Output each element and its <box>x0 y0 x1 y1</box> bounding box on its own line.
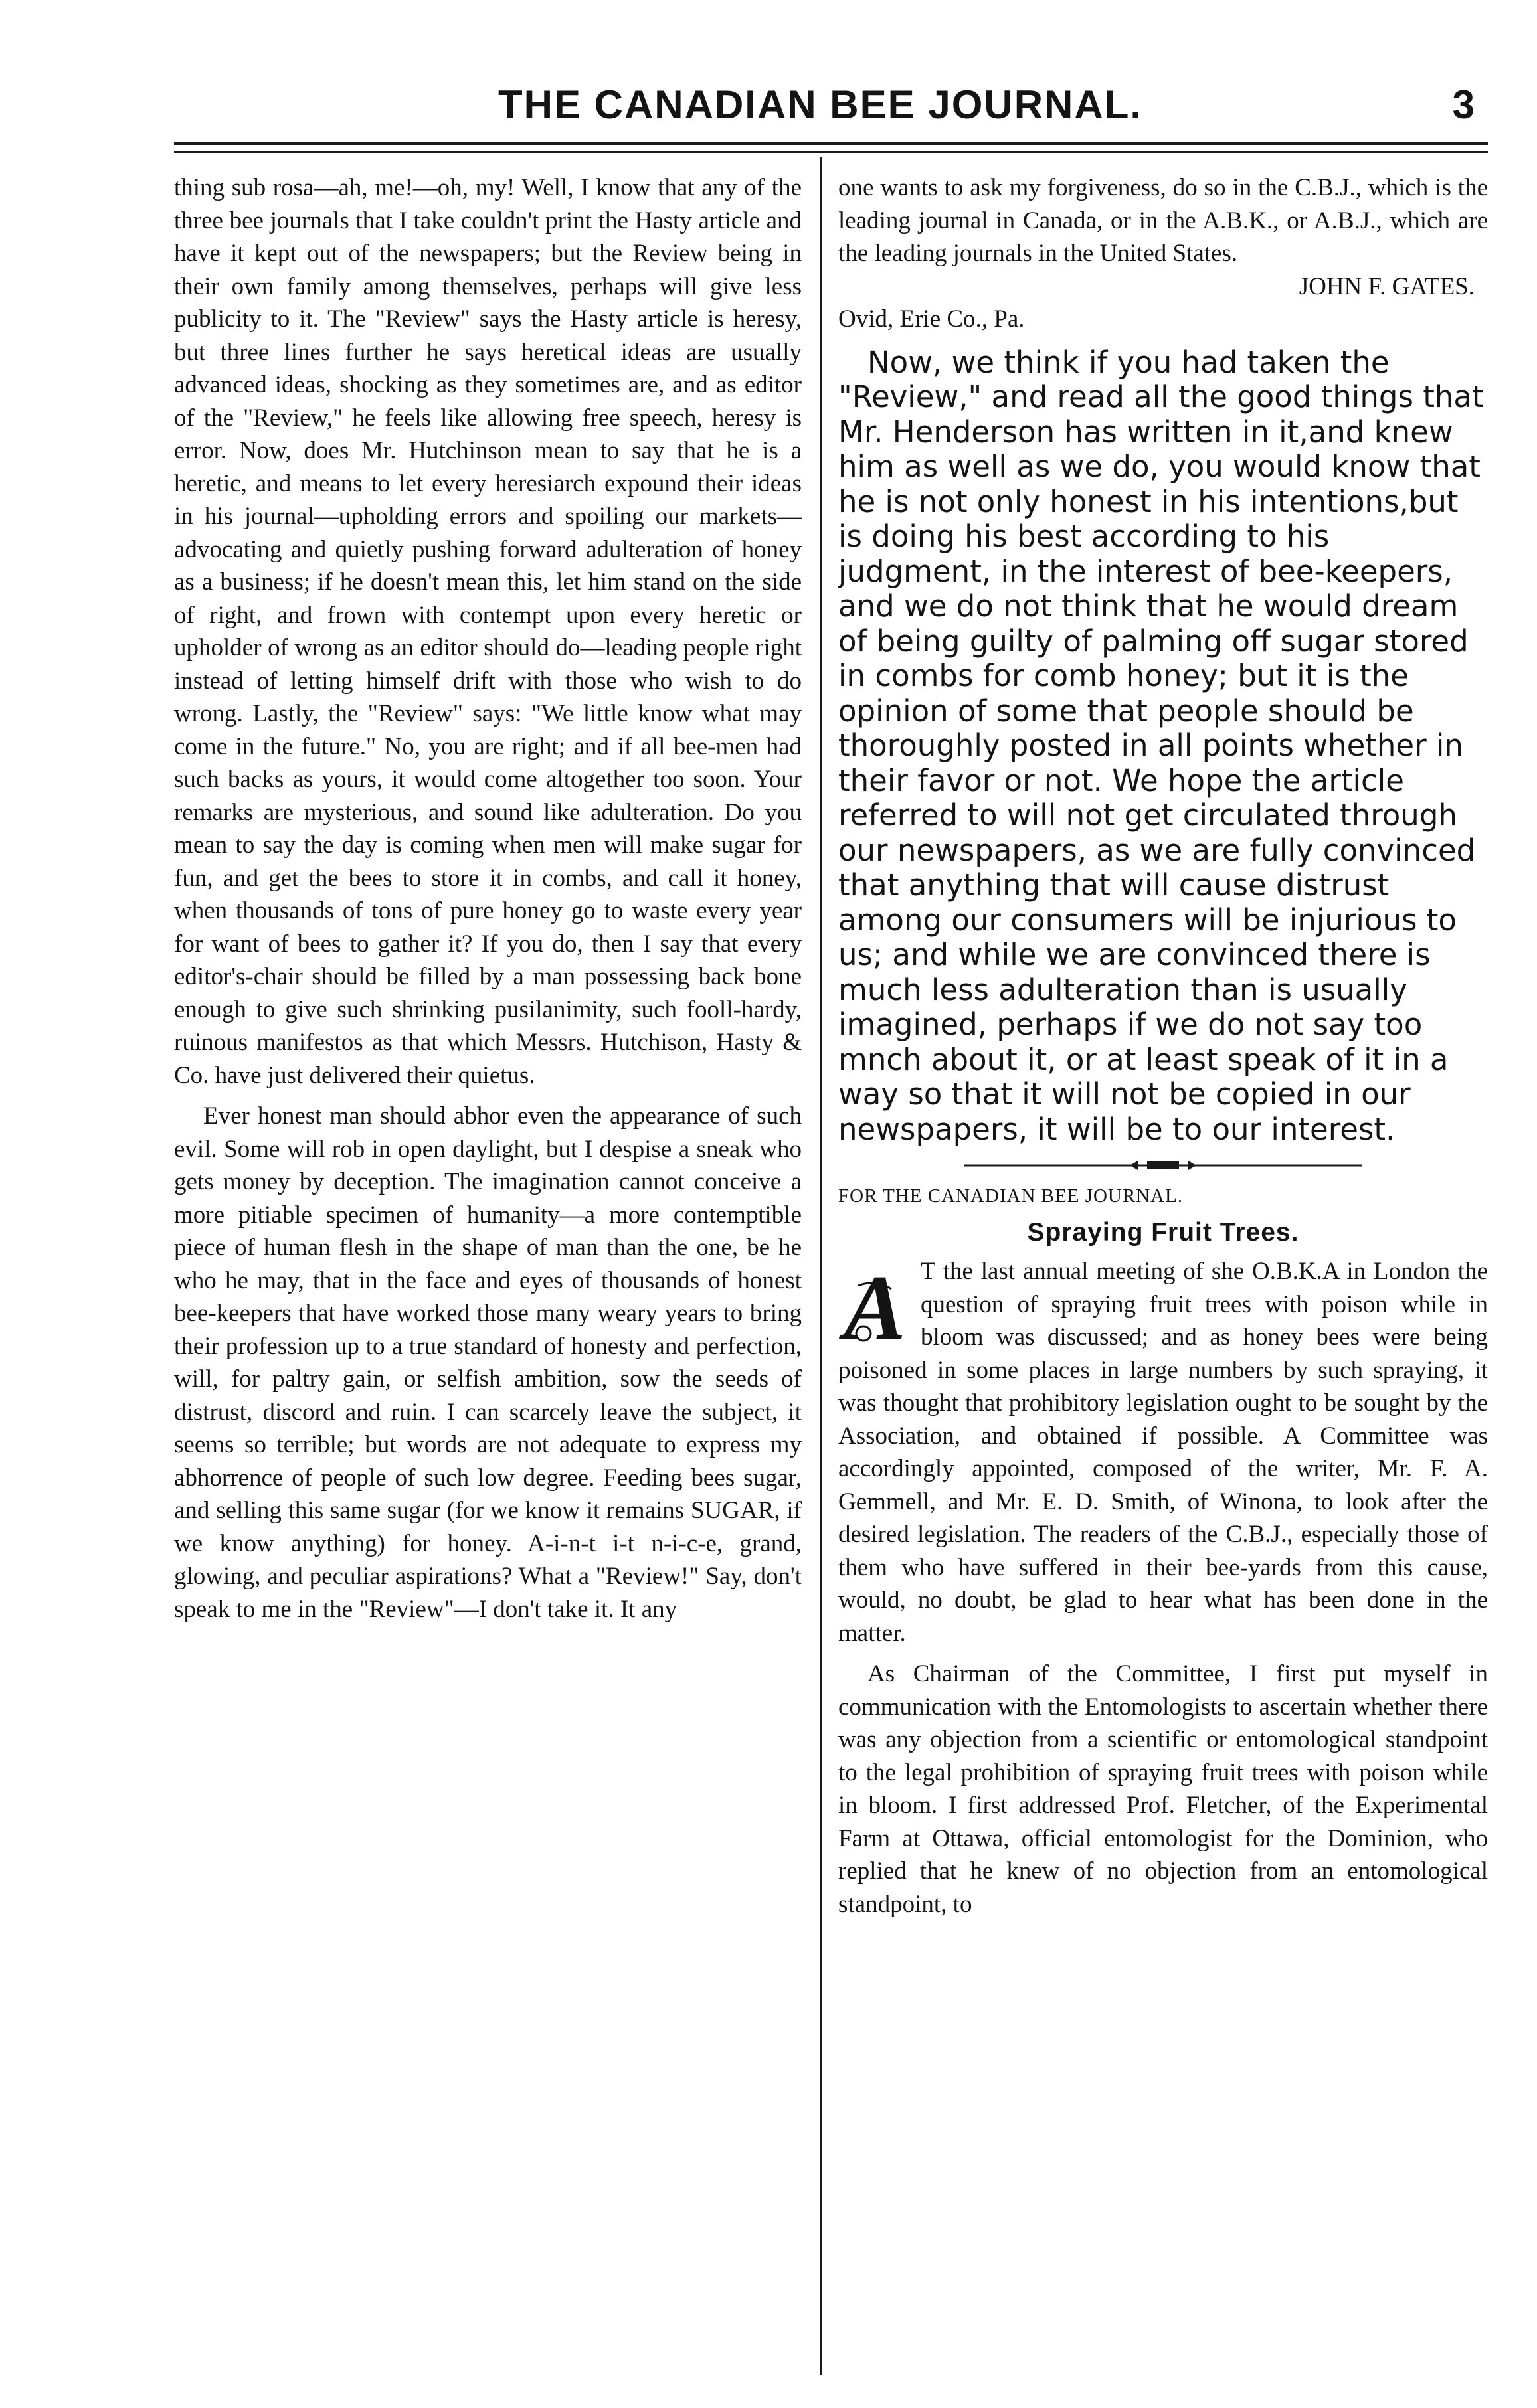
header-rule-thin <box>174 151 1488 153</box>
article-byline: FOR THE CANADIAN BEE JOURNAL. <box>838 1185 1184 1207</box>
letter-ending: one wants to ask my forgiveness, do so in the C.B.J., which is the leading journal in Canada, or in the A.B.K., or A.B.J., which are the leading journals in the United States. <box>838 174 1488 267</box>
left-paragraph-2: Ever honest man should abhor even the appearance of such evil. Some will rob in open daylight, but I despise a sneak who gets money by deception. The imagination cannot conceive a more pitiable specimen of humanity—a more contemptible piece of human flesh in the shape of man than the one, be he who he may, that in the face and eyes of thousands of honest bee-keepers that have worked those many weary years to bring their profession up to a true standard of honesty and perfection, will, for paltry gain, or selfish ambition, sow the seeds of distrust, discord and ruin. I can scarcely leave the subject, it seems so terrible; but words are not adequate to express my abhorrence of people of such low degree. Feeding bees sugar, and selling this same sugar (for we know it remains SUGAR, if we know anything) for honey. A-i-n-t i-t n-i-c-e, grand, glowing, and peculiar aspirations? What a "Review!" Say, don't speak to me in the "Review"—I don't take it. It any <box>174 1102 802 1623</box>
running-header <box>153 78 1488 131</box>
right-column <box>838 171 1488 1921</box>
letter-place: Ovid, Erie Co., Pa. <box>838 305 1025 333</box>
header-rule-thick <box>174 142 1488 145</box>
column-divider <box>820 157 822 2375</box>
article-title: Spraying Fruit Trees. <box>1027 1217 1299 1247</box>
left-paragraph-1: thing sub rosa—ah, me!—oh, my! Well, I know that any of the three bee journals that I take couldn't print the Hasty article and have it kept out of the newspapers; but the Review being in their own family among themselves, perhaps will give less publicity to it. The "Review" says the Hasty article is heresy, but three lines further he says heretical ideas are usually advanced ideas, shocking as they sometimes are, and as editor of the "Review," he feels like allowing free speech, heresy is error. Now, does Mr. Hutchinson mean to say that he is a heretic, and means to let every heresiarch expound their ideas in his journal—upholding errors and spoiling our markets—advocating and quietly pushing forward adulteration of honey as a business; if he doesn't mean this, let him stand on the side of right, and frown with contempt upon every heretic or upholder of wrong as an editor should do—leading people right instead of letting himself drift with those who wish to do wrong. Lastly, the "Review" says: "We little know what may come in the future." No, you are right; and if all bee-men had such backs as yours, it would come altogether too soon. Your remarks are mysterious, and sound like adulteration. Do you mean to say the day is coming when men will make sugar for fun, and get the bees to store it in combs, and call it honey, when thousands of tons of pure honey go to waste every year for want of bees to gather it? If you do, then I say that every editor's-chair should be filled by a man possessing back bone enough to give such shrinking pusilanimity, such fooll-hardy, ruinous manifestos as that which Messrs. Hutchison, Hasty & Co. have just delivered their quietus. <box>174 174 802 1089</box>
journal-title: THE CANADIAN BEE JOURNAL. <box>497 82 1143 127</box>
editorial-note: Now, we think if you had taken the "Review," and read all the good things that Mr. Henderson has written in it,and knew him as well as we do, you would know that he is not only honest in his intentions,but is doing his best according to his judgment, in the interest of bee-keepers, and we do not think that he would dream of being guilty of palming off sugar stored in combs for comb honey; but it is the opinion of some that people should be thoroughly posted in all points whether in their favor or not. We hope the article referred to will not get circulated through our newspapers, as we are fully convinced that anything that will cause distrust among our consumers will be injurious to us; and while we are convinced there is much less adulteration than is usually imagined, perhaps if we do not say too mnch about it, or at least speak of it in a way so that it will not be copied in our newspapers, it will be to our interest. <box>838 344 1484 1147</box>
article-paragraph-1: T the last annual meeting of she O.B.K.A in London the question of spraying fruit trees with poison while in bloom was discussed; and as honey bees were being poisoned in some places in large numbers by such spraying, it was thought that prohibitory legislation ought to be sought by the Association, and obtained if possible. A Committee was accordingly appointed, composed of the writer, Mr. F. A. Gemmell, and Mr. E. D. Smith, of Winona, to look after the desired legislation. The readers of the C.B.J., especially those of them who have suffered in their bee-yards from this cause, would, no doubt, be glad to hear what has been done in the matter. <box>838 1258 1488 1647</box>
section-ornament <box>964 1158 1362 1173</box>
left-column <box>174 171 802 1626</box>
page-number: 3 <box>1452 82 1475 127</box>
article-paragraph-2: As Chairman of the Committee, I first put myself in communication with the Entomologists to ascertain whether there was any objection from a scientific or entomological standpoint to the legal prohibition of spraying fruit trees with poison while in bloom. I first addressed Prof. Fletcher, of the Experimental Farm at Ottawa, official entomologist for the Dominion, who replied that he knew of no objection from an entomological standpoint, to <box>838 1660 1488 1918</box>
dropcap-letter: A <box>844 1259 906 1352</box>
letter-signature: JOHN F. GATES. <box>1299 272 1475 300</box>
article-body <box>838 1255 1488 1921</box>
dropcap-ornament <box>838 1259 911 1352</box>
